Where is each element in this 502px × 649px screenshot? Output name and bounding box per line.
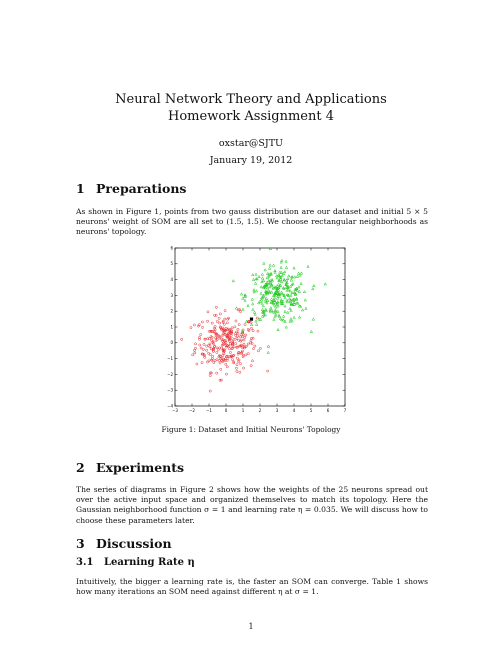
data-point-triangle bbox=[312, 318, 314, 320]
data-point-triangle bbox=[272, 287, 274, 289]
data-point-triangle bbox=[313, 284, 315, 286]
data-point-circle bbox=[203, 343, 205, 345]
data-point-circle bbox=[247, 353, 249, 355]
data-point-circle bbox=[229, 343, 231, 345]
data-point-circle bbox=[238, 324, 240, 326]
figure-1-scatter-plot bbox=[160, 243, 350, 415]
data-point-circle bbox=[222, 354, 224, 356]
data-point-circle bbox=[236, 364, 238, 366]
data-point-circle bbox=[194, 352, 196, 354]
data-point-triangle bbox=[303, 291, 305, 293]
y-tick-label: 6 bbox=[170, 245, 173, 251]
y-tick-label: 1 bbox=[170, 324, 173, 330]
paper-title-line2: Homework Assignment 4 bbox=[168, 109, 334, 124]
y-tick-label: −3 bbox=[167, 387, 173, 393]
x-tick-label: 4 bbox=[292, 408, 296, 413]
subsection-3-1-number: 3.1 bbox=[76, 557, 94, 568]
data-point-circle bbox=[242, 354, 244, 356]
data-point-circle bbox=[231, 358, 233, 360]
data-point-triangle bbox=[298, 290, 300, 292]
data-point-circle bbox=[236, 370, 238, 372]
data-point-circle bbox=[235, 367, 237, 369]
data-point-triangle bbox=[240, 293, 242, 295]
x-tick-label: −1 bbox=[206, 408, 212, 413]
data-point-circle bbox=[228, 348, 230, 350]
data-point-triangle bbox=[277, 328, 279, 330]
data-point-circle bbox=[251, 360, 253, 362]
data-point-triangle bbox=[261, 277, 263, 279]
data-point-triangle bbox=[252, 273, 254, 275]
section-2-heading bbox=[76, 460, 184, 475]
section-3-number: 3 bbox=[76, 536, 85, 551]
data-point-triangle bbox=[300, 272, 302, 274]
data-point-circle bbox=[225, 373, 227, 375]
section-2-title: Experiments bbox=[96, 460, 185, 475]
section-1-number: 1 bbox=[76, 181, 85, 196]
date: January 19, 2012 bbox=[209, 155, 293, 166]
data-point-circle bbox=[215, 306, 217, 308]
data-point-triangle bbox=[260, 286, 262, 288]
section-1-paragraph: As shown in Figure 1, points from two gauss distribution are our dataset and initial 5 × 5 neurons' weight of SOM are all set to (1.5, 1.5). We choose rectangular neighborhoods as neurons' topology. bbox=[76, 207, 428, 237]
data-point-triangle bbox=[284, 320, 286, 322]
plot-points bbox=[181, 247, 327, 392]
data-point-triangle bbox=[252, 278, 254, 280]
y-tick-label: 4 bbox=[170, 277, 173, 282]
data-point-triangle bbox=[285, 260, 287, 262]
data-point-circle bbox=[245, 334, 247, 336]
data-point-triangle bbox=[261, 273, 263, 275]
data-point-circle bbox=[234, 326, 236, 328]
data-point-triangle bbox=[290, 294, 292, 296]
data-point-triangle bbox=[252, 308, 254, 310]
data-point-triangle bbox=[267, 299, 269, 301]
data-point-triangle bbox=[290, 299, 292, 301]
data-point-circle bbox=[207, 352, 209, 354]
data-point-circle bbox=[239, 363, 241, 365]
data-point-circle bbox=[200, 333, 202, 335]
y-tick-label: 3 bbox=[170, 292, 173, 298]
author: oxstar@SJTU bbox=[218, 138, 284, 149]
section-3-heading bbox=[76, 536, 172, 551]
data-point-triangle bbox=[280, 280, 282, 282]
x-tick-label: 6 bbox=[326, 408, 330, 413]
data-point-triangle bbox=[279, 318, 281, 320]
data-point-triangle bbox=[242, 308, 244, 310]
data-point-circle bbox=[242, 367, 244, 369]
data-point-triangle bbox=[264, 269, 266, 271]
data-point-triangle bbox=[258, 275, 260, 277]
y-tick-label: 0 bbox=[170, 340, 173, 346]
data-point-triangle bbox=[267, 351, 269, 353]
data-point-circle bbox=[233, 354, 235, 356]
x-tick-label: 0 bbox=[224, 408, 228, 413]
data-point-triangle bbox=[254, 282, 256, 284]
data-point-triangle bbox=[289, 320, 291, 322]
data-point-triangle bbox=[255, 290, 257, 292]
data-point-circle bbox=[224, 318, 226, 320]
data-point-circle bbox=[243, 339, 245, 341]
data-point-triangle bbox=[307, 265, 309, 267]
data-point-circle bbox=[221, 335, 223, 337]
subsection-3-1-paragraph: Intuitively, the bigger a learning rate is, the faster an SOM can converge. Table 1 shows how many iterations an SOM need against different η at σ = 1. bbox=[76, 577, 428, 597]
data-point-circle bbox=[206, 320, 208, 322]
data-point-circle bbox=[202, 348, 204, 350]
data-point-circle bbox=[206, 349, 208, 351]
data-point-circle bbox=[215, 314, 217, 316]
data-point-circle bbox=[250, 337, 252, 339]
data-point-triangle bbox=[255, 273, 257, 275]
data-point-circle bbox=[207, 311, 209, 313]
data-point-triangle bbox=[278, 283, 280, 285]
data-point-circle bbox=[235, 343, 237, 345]
data-point-circle bbox=[219, 322, 221, 324]
data-point-circle bbox=[250, 340, 252, 342]
data-point-circle bbox=[226, 322, 228, 324]
data-point-triangle bbox=[247, 304, 249, 306]
data-point-circle bbox=[239, 311, 241, 313]
data-point-triangle bbox=[279, 271, 281, 273]
data-point-triangle bbox=[293, 267, 295, 269]
data-point-triangle bbox=[232, 280, 234, 282]
data-point-triangle bbox=[298, 316, 300, 318]
data-point-triangle bbox=[268, 267, 270, 269]
data-point-circle bbox=[214, 359, 216, 361]
data-point-triangle bbox=[270, 307, 272, 309]
data-point-circle bbox=[181, 338, 183, 340]
data-point-triangle bbox=[235, 307, 237, 309]
data-point-triangle bbox=[298, 286, 300, 288]
data-point-triangle bbox=[281, 292, 283, 294]
data-point-triangle bbox=[273, 304, 275, 306]
data-point-triangle bbox=[304, 299, 306, 301]
data-point-circle bbox=[236, 357, 238, 359]
data-point-circle bbox=[237, 339, 239, 341]
x-tick-label: 2 bbox=[258, 408, 262, 413]
data-point-circle bbox=[226, 366, 228, 368]
data-point-triangle bbox=[293, 316, 295, 318]
data-point-circle bbox=[230, 334, 232, 336]
subsection-3-1-title: Learning Rate η bbox=[104, 557, 195, 568]
data-point-circle bbox=[247, 343, 249, 345]
data-point-circle bbox=[250, 365, 252, 367]
data-point-triangle bbox=[282, 319, 284, 321]
page-number: 1 bbox=[248, 622, 254, 631]
section-2-number: 2 bbox=[76, 460, 85, 475]
data-point-circle bbox=[244, 323, 246, 325]
data-point-triangle bbox=[280, 261, 282, 263]
data-point-triangle bbox=[269, 264, 271, 266]
x-tick-label: −2 bbox=[189, 408, 195, 413]
data-point-triangle bbox=[263, 262, 265, 264]
data-point-circle bbox=[257, 350, 259, 352]
data-point-triangle bbox=[260, 292, 262, 294]
data-point-circle bbox=[219, 362, 221, 364]
data-point-triangle bbox=[287, 311, 289, 313]
plot-ticks bbox=[167, 245, 347, 413]
data-point-circle bbox=[239, 336, 241, 338]
data-point-circle bbox=[225, 363, 227, 365]
data-point-circle bbox=[224, 310, 226, 312]
data-point-triangle bbox=[296, 275, 298, 277]
section-1-title: Preparations bbox=[96, 181, 187, 196]
section-1-heading bbox=[76, 181, 186, 196]
data-point-circle bbox=[216, 372, 218, 374]
data-point-triangle bbox=[290, 285, 292, 287]
data-point-circle bbox=[245, 354, 247, 356]
data-point-circle bbox=[209, 390, 211, 392]
y-tick-label: −1 bbox=[167, 356, 173, 361]
subsection-3-1-heading bbox=[76, 557, 195, 568]
plot-frame bbox=[175, 248, 345, 406]
data-point-triangle bbox=[300, 282, 302, 284]
data-point-circle bbox=[216, 320, 218, 322]
data-point-triangle bbox=[294, 276, 296, 278]
data-point-triangle bbox=[262, 305, 264, 307]
y-tick-label: 2 bbox=[170, 308, 173, 314]
data-point-triangle bbox=[255, 320, 257, 322]
data-point-circle bbox=[237, 328, 239, 330]
data-point-triangle bbox=[273, 318, 275, 320]
data-point-circle bbox=[218, 317, 220, 319]
data-point-triangle bbox=[271, 309, 273, 311]
data-point-triangle bbox=[284, 305, 286, 307]
data-point-triangle bbox=[281, 259, 283, 261]
data-point-triangle bbox=[301, 309, 303, 311]
data-point-circle bbox=[231, 327, 233, 329]
data-point-circle bbox=[201, 326, 203, 328]
data-point-circle bbox=[201, 321, 203, 323]
data-point-triangle bbox=[285, 266, 287, 268]
data-point-circle bbox=[257, 330, 259, 332]
data-point-circle bbox=[267, 346, 269, 348]
plot-axes bbox=[175, 248, 345, 406]
data-point-circle bbox=[201, 362, 203, 364]
data-point-circle bbox=[267, 370, 269, 372]
data-point-circle bbox=[252, 330, 254, 332]
data-point-circle bbox=[190, 326, 192, 328]
data-point-circle bbox=[209, 374, 211, 376]
data-point-triangle bbox=[265, 297, 267, 299]
paper-title-line1: Neural Network Theory and Applications bbox=[115, 92, 387, 107]
data-point-triangle bbox=[284, 270, 286, 272]
data-point-circle bbox=[211, 322, 213, 324]
data-point-triangle bbox=[305, 307, 307, 309]
data-point-triangle bbox=[252, 303, 254, 305]
data-point-circle bbox=[252, 348, 254, 350]
x-tick-label: 7 bbox=[343, 408, 347, 413]
data-point-circle bbox=[194, 343, 196, 345]
data-point-triangle bbox=[255, 323, 257, 325]
data-point-circle bbox=[219, 313, 221, 315]
y-tick-label: 5 bbox=[170, 261, 173, 267]
data-point-triangle bbox=[267, 287, 269, 289]
data-point-triangle bbox=[251, 298, 253, 300]
neuron-point bbox=[250, 318, 253, 321]
data-point-circle bbox=[220, 368, 222, 370]
data-point-triangle bbox=[310, 330, 312, 332]
data-point-circle bbox=[231, 338, 233, 340]
data-point-triangle bbox=[297, 272, 299, 274]
data-point-triangle bbox=[284, 310, 286, 312]
data-point-triangle bbox=[312, 288, 314, 290]
section-3-title: Discussion bbox=[96, 536, 172, 551]
data-point-circle bbox=[196, 363, 198, 365]
data-point-circle bbox=[194, 347, 196, 349]
data-point-circle bbox=[235, 320, 237, 322]
x-tick-label: 5 bbox=[309, 408, 313, 413]
data-point-triangle bbox=[282, 315, 284, 317]
figure-1-caption: Figure 1: Dataset and Initial Neurons' Topology bbox=[161, 425, 341, 434]
data-point-circle bbox=[229, 351, 231, 353]
x-tick-label: −3 bbox=[172, 408, 178, 413]
data-point-circle bbox=[216, 351, 218, 353]
data-point-circle bbox=[254, 345, 256, 347]
data-point-circle bbox=[236, 337, 238, 339]
data-point-triangle bbox=[277, 310, 279, 312]
data-point-circle bbox=[211, 355, 213, 357]
data-point-triangle bbox=[275, 274, 277, 276]
data-point-circle bbox=[239, 371, 241, 373]
section-2-paragraph: The series of diagrams in Figure 2 shows how the weights of the 25 neurons spread out over the active input space and organized themselves to match its topology. Here the Gaussian neighborhood function σ = 1 and learning rate η = 0.035. We will discuss how to choose these parameters later. bbox=[76, 485, 428, 525]
data-point-circle bbox=[213, 362, 215, 364]
data-point-triangle bbox=[280, 266, 282, 268]
data-point-circle bbox=[200, 347, 202, 349]
data-point-circle bbox=[210, 348, 212, 350]
data-point-circle bbox=[259, 347, 261, 349]
data-point-circle bbox=[241, 350, 243, 352]
y-tick-label: −2 bbox=[167, 371, 173, 377]
data-point-triangle bbox=[288, 275, 290, 277]
data-point-triangle bbox=[258, 302, 260, 304]
data-point-triangle bbox=[324, 283, 326, 285]
data-point-circle bbox=[192, 354, 194, 356]
data-point-circle bbox=[217, 335, 219, 337]
data-point-circle bbox=[256, 317, 258, 319]
data-point-triangle bbox=[290, 279, 292, 281]
x-tick-label: 3 bbox=[275, 408, 279, 413]
y-tick-label: −4 bbox=[167, 403, 173, 409]
data-point-circle bbox=[199, 344, 201, 346]
data-point-circle bbox=[250, 327, 252, 329]
data-point-circle bbox=[193, 324, 195, 326]
data-point-triangle bbox=[272, 264, 274, 266]
data-point-triangle bbox=[285, 326, 287, 328]
x-tick-label: 1 bbox=[241, 408, 245, 413]
